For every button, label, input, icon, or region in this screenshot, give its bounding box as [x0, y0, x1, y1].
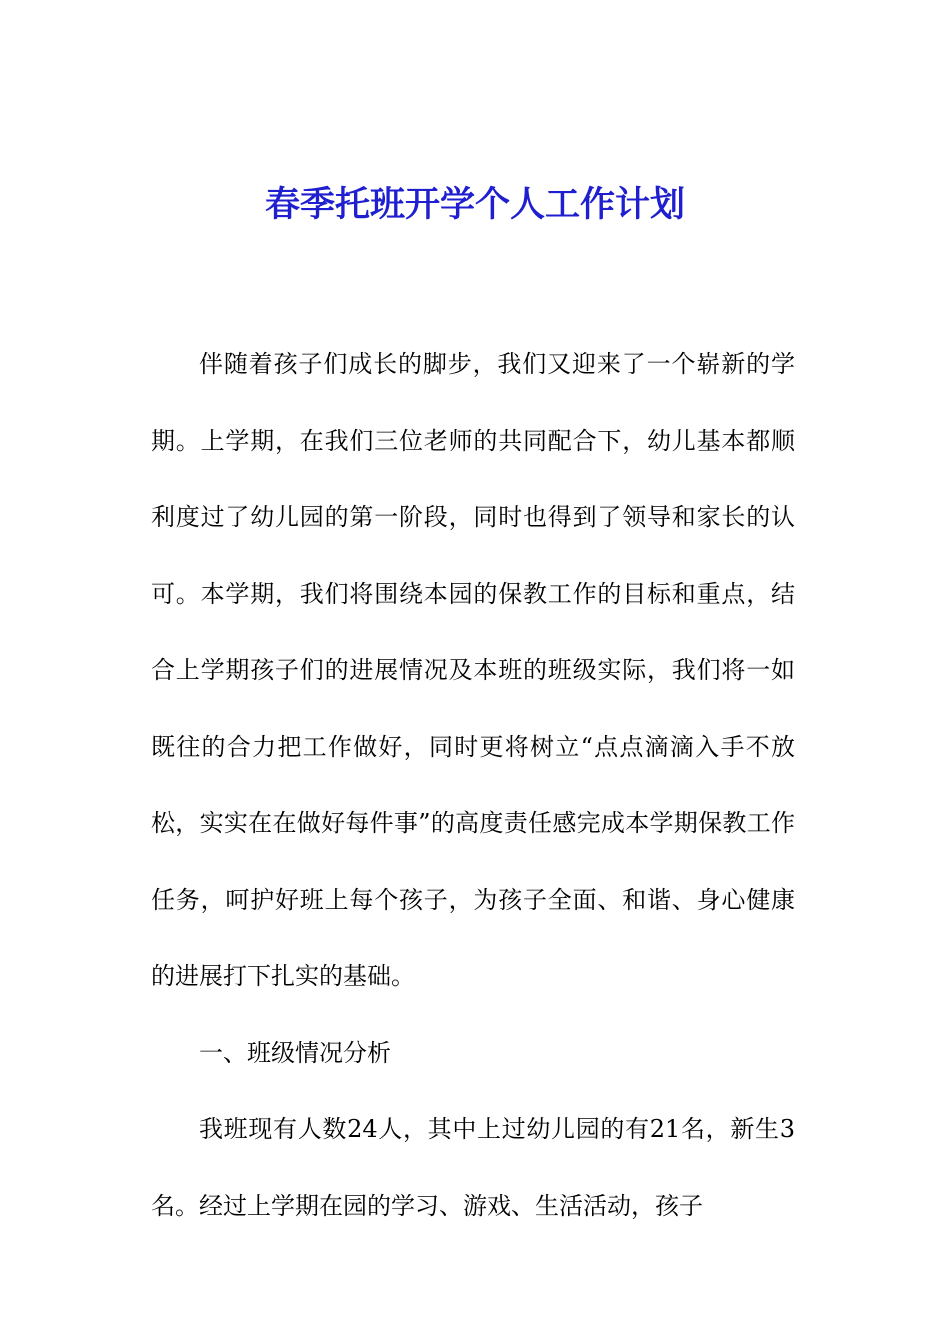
document-title: 春季托班开学个人工作计划 — [264, 184, 685, 225]
class-analysis-paragraph: 我班现有人数24人，其中上过幼儿园的有21名，新生3名。经过上学期在园的学习、游戏、生活活动，孩子 — [151, 1115, 795, 1220]
document-body — [151, 326, 795, 1244]
section-heading: 一、班级情况分析 — [199, 1038, 391, 1067]
intro-paragraph: 伴随着孩子们成长的脚步，我们又迎来了一个崭新的学期。上学期，在我们三位老师的共同配合下，幼儿基本都顺利度过了幼儿园的第一阶段，同时也得到了领导和家长的认可。本学期，我们将围绕本园的保教工作的目标和重点，结合上学期孩子们的进展情况及本班的班级实际，我们将一如既往的合力把工作做好，同时更将树立“点点滴滴入手不放松，实实在在做好每件事”的高度责任感完成本学期保教工作任务，呵护好班上每个孩子，为孩子全面、和谐、身心健康的进展打下扎实的基础。 — [151, 350, 795, 990]
